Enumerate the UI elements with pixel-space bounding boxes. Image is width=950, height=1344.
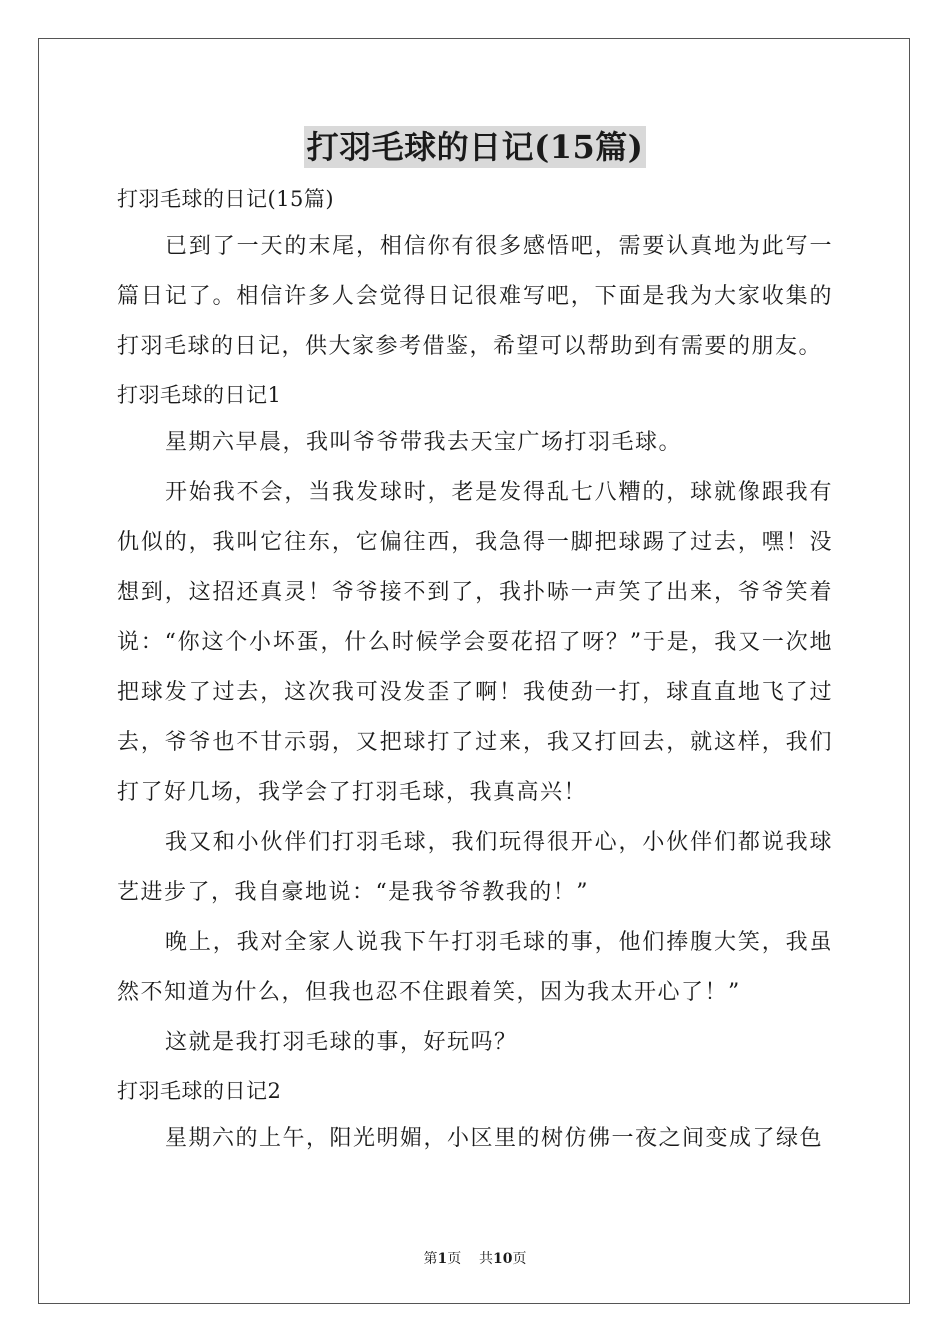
page-suffix: 页 [447, 1251, 462, 1267]
intro-paragraph: 已到了一天的末尾，相信你有很多感悟吧，需要认真地为此写一篇日记了。相信许多人会觉得日记很难写吧，下面是我为大家收集的打羽毛球的日记，供大家参考借鉴，希望可以帮助到有需要的朋友。 [117, 234, 833, 359]
total-pages: 10 [493, 1251, 513, 1267]
document-subtitle: 打羽毛球的日记(15篇) [117, 187, 335, 211]
entry-1-paragraph: 开始我不会，当我发球时，老是发得乱七八糟的，球就像跟我有仇似的，我叫它往东，它偏往西，我急得一脚把球踢了过去，嘿！没想到，这招还真灵！爷爷接不到了，我扑哧一声笑了出来，爷爷笑着说：“你这个小坏蛋，什么时候学会耍花招了呀？”于是，我又一次地把球发了过去，这次我可没发歪了啊！我使劲一打，球直直地飞了过去，爷爷也不甘示弱，又把球打了过来，我又打回去，就这样，我们打了好几场，我学会了打羽毛球，我真高兴！ [117, 480, 833, 805]
entry-1-paragraph: 这就是我打羽毛球的事，好玩吗？ [165, 1030, 518, 1055]
entry-heading-2: 打羽毛球的日记2 [117, 1079, 282, 1103]
page-footer [0, 1248, 950, 1268]
title-container [0, 126, 950, 168]
entry-1-paragraph: 我又和小伙伴们打羽毛球，我们玩得很开心，小伙伴们都说我球艺进步了，我自豪地说：“是我爷爷教我的！” [117, 830, 833, 905]
entry-1-paragraph: 星期六早晨，我叫爷爷带我去天宝广场打羽毛球。 [165, 430, 683, 455]
document-title: 打羽毛球的日记(15篇) [304, 126, 647, 168]
entry-heading-1: 打羽毛球的日记1 [117, 383, 282, 407]
page-prefix: 第 [423, 1251, 438, 1267]
total-suffix: 页 [512, 1251, 527, 1267]
document-body [117, 176, 833, 1164]
entry-2-paragraph: 星期六的上午，阳光明媚，小区里的树仿佛一夜之间变成了绿色 [165, 1126, 824, 1151]
total-prefix: 共 [479, 1251, 494, 1267]
current-page-number: 1 [437, 1251, 448, 1267]
entry-1-paragraph: 晚上，我对全家人说我下午打羽毛球的事，他们捧腹大笑，我虽然不知道为什么，但我也忍不住跟着笑，因为我太开心了！” [117, 930, 833, 1005]
